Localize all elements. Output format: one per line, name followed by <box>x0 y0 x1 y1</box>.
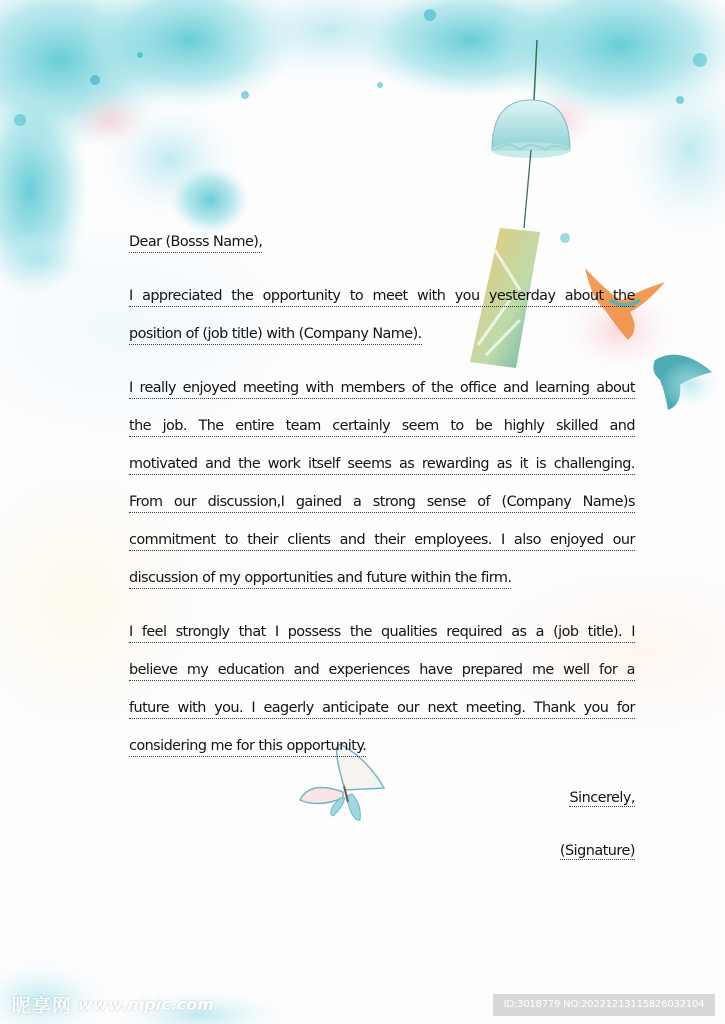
word: be <box>475 418 493 434</box>
word: meeting <box>242 380 299 396</box>
paragraph-2 <box>129 378 635 606</box>
word: the <box>238 456 261 472</box>
word: I <box>129 288 133 304</box>
text-line <box>129 698 635 736</box>
paragraph-3 <box>129 622 635 774</box>
word: challenging. <box>553 456 635 472</box>
watermark-url: www.nipic.com <box>78 995 214 1014</box>
word: seems <box>347 456 392 472</box>
word: their <box>374 532 406 548</box>
word: the <box>431 380 454 396</box>
text-line-content <box>129 416 635 437</box>
word: for <box>616 700 635 716</box>
word: really <box>139 380 176 396</box>
word: as <box>511 624 527 640</box>
text-line <box>129 568 635 606</box>
text-line <box>129 622 635 660</box>
word: our <box>173 494 197 510</box>
word: and <box>205 456 231 472</box>
word: and <box>502 380 529 396</box>
text-line <box>129 736 635 774</box>
word: prepared <box>461 662 523 678</box>
word: work <box>267 456 301 472</box>
word: meeting. <box>465 700 526 716</box>
word: I <box>129 624 133 640</box>
word: to <box>349 288 364 304</box>
word: and <box>293 662 320 678</box>
word: our <box>612 532 635 548</box>
closing <box>569 788 635 808</box>
word: qualities <box>380 624 438 640</box>
text-line-content <box>129 530 635 551</box>
text-line-content <box>129 660 635 681</box>
word: you. <box>214 700 244 716</box>
text-line-content <box>129 492 635 513</box>
word: their <box>247 532 279 548</box>
word: enjoyed <box>182 380 237 396</box>
text-line-content <box>129 378 635 399</box>
word: sense <box>426 494 466 510</box>
word: a <box>626 662 635 678</box>
word: appreciated <box>142 288 222 304</box>
word: and <box>339 532 366 548</box>
word: motivated <box>129 456 198 472</box>
word: required <box>446 624 503 640</box>
closing-text: Sincerely, <box>569 790 635 806</box>
word: with <box>417 288 446 304</box>
word: of <box>477 494 491 510</box>
word: skilled <box>555 418 598 434</box>
word: (job <box>553 624 579 640</box>
text-line-content: considering me for this opportunity. <box>129 736 366 757</box>
word: commitment <box>129 532 216 548</box>
text-line <box>129 660 635 698</box>
word: about <box>596 380 635 396</box>
word: a <box>535 624 544 640</box>
word: members <box>340 380 405 396</box>
word: is <box>535 456 547 472</box>
word: Name)s <box>582 494 635 510</box>
text-line <box>129 286 635 324</box>
word: to <box>450 418 464 434</box>
word: you <box>583 700 609 716</box>
word: the <box>129 418 151 434</box>
word: a <box>353 494 362 510</box>
text-line <box>129 530 635 568</box>
word: eagerly <box>263 700 314 716</box>
word: seem <box>401 418 439 434</box>
word: discussion,I <box>207 494 285 510</box>
word: it <box>519 456 529 472</box>
text-line-content: position of (job title) with (Company Name). <box>129 324 422 345</box>
text-line <box>129 324 635 362</box>
word: anticipate <box>322 700 389 716</box>
word: as <box>496 456 512 472</box>
image-id-badge <box>493 994 715 1016</box>
salutation: Dear (Bosss Name), <box>129 232 262 253</box>
word: job. <box>162 418 187 434</box>
watermark-brand: 昵享网 <box>12 995 73 1017</box>
word: highly <box>503 418 545 434</box>
image-id-text: ID:3018779 NO:20221213115826032104 <box>503 999 705 1010</box>
word: strongly <box>175 624 230 640</box>
word: about <box>564 288 604 304</box>
word: feel <box>141 624 167 640</box>
word: I <box>129 380 133 396</box>
word: Thank <box>533 700 576 716</box>
paragraph-1 <box>129 286 635 362</box>
salutation-line <box>129 232 635 270</box>
word: rewarding <box>421 456 490 472</box>
signature-text: (Signature) <box>559 843 635 859</box>
word: clients <box>287 532 331 548</box>
word: I <box>274 624 279 640</box>
word: the <box>349 624 372 640</box>
word: the <box>612 288 635 304</box>
text-line <box>129 454 635 492</box>
word: certainly <box>332 418 391 434</box>
word: enjoyed <box>550 532 604 548</box>
word: believe <box>129 662 178 678</box>
text-line-content <box>129 622 635 643</box>
word: for <box>599 662 618 678</box>
word: next <box>427 700 458 716</box>
word: education <box>217 662 285 678</box>
text-line-content <box>129 698 635 719</box>
signature <box>560 841 635 861</box>
word: that <box>238 624 266 640</box>
text-line-content: discussion of my opportunities and future within the firm. <box>129 568 511 589</box>
word: strong <box>372 494 416 510</box>
text-line <box>129 416 635 454</box>
word: office <box>459 380 497 396</box>
word: of <box>411 380 425 396</box>
word: experiences <box>328 662 410 678</box>
word: and <box>609 418 635 434</box>
word: entire <box>235 418 274 434</box>
word: meet <box>372 288 408 304</box>
word: with <box>177 700 206 716</box>
letter-body <box>129 232 635 774</box>
site-watermark <box>12 991 214 1018</box>
text-line-content <box>129 454 635 475</box>
word: also <box>513 532 541 548</box>
text-line <box>129 378 635 416</box>
word: team <box>285 418 321 434</box>
word: my <box>186 662 209 678</box>
word: I <box>251 700 256 716</box>
text-line-content <box>129 286 635 307</box>
word: The <box>198 418 224 434</box>
word: me <box>531 662 554 678</box>
word: employees. <box>414 532 492 548</box>
word: as <box>399 456 415 472</box>
word: opportunity <box>262 288 341 304</box>
word: learning <box>535 380 590 396</box>
word: our <box>396 700 420 716</box>
word: the <box>231 288 254 304</box>
word: have <box>419 662 453 678</box>
word: gained <box>295 494 342 510</box>
word: I <box>501 532 505 548</box>
word: (Company <box>501 494 572 510</box>
word: I <box>631 624 635 640</box>
word: well <box>563 662 590 678</box>
word: future <box>129 700 170 716</box>
text-line <box>129 492 635 530</box>
word: with <box>305 380 334 396</box>
word: itself <box>308 456 340 472</box>
word: title). <box>587 624 623 640</box>
word: yesterday <box>488 288 556 304</box>
word: you <box>454 288 480 304</box>
word: possess <box>287 624 341 640</box>
word: From <box>129 494 163 510</box>
word: to <box>224 532 239 548</box>
